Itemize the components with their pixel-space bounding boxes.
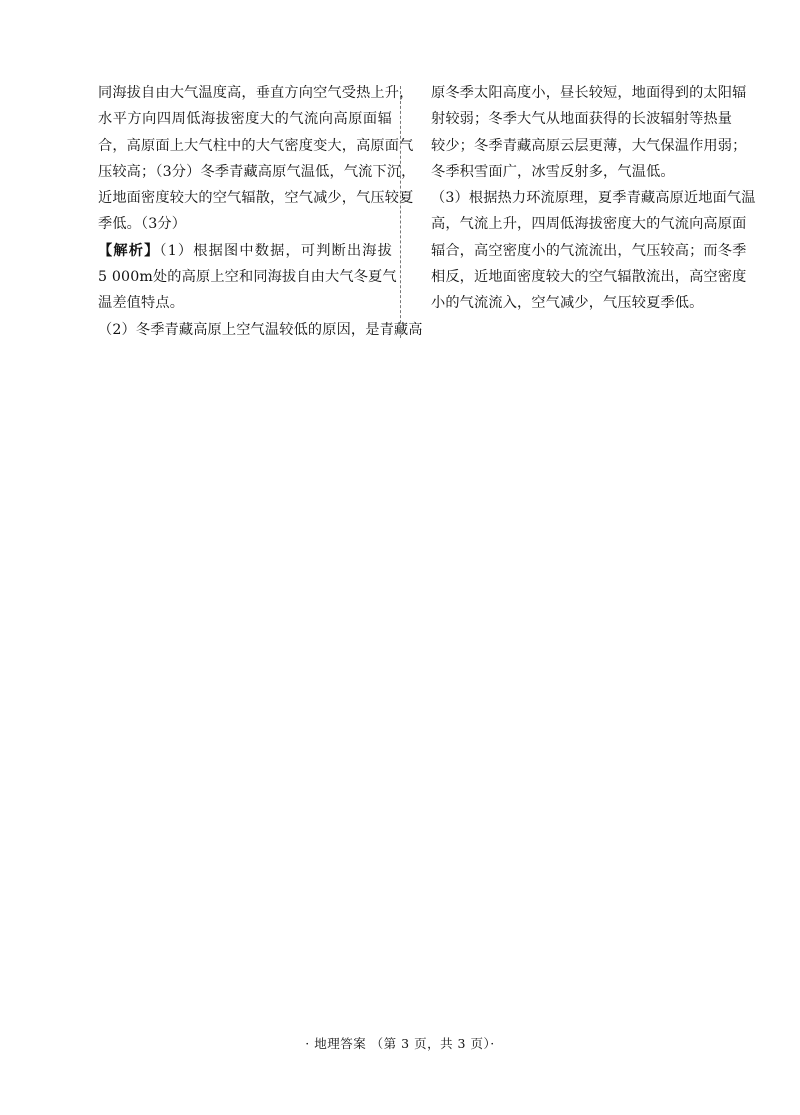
text-line: 相反，近地面密度较大的空气辐散流出，高空密度 xyxy=(431,269,747,286)
analysis-text: （1）根据图中数据，可判断出海拔 xyxy=(159,242,393,259)
text-line: （2）冬季青藏高原上空气温较低的原因，是青藏高 xyxy=(98,321,423,338)
text-line: 冬季积雪面广，冰雪反射多，气温低。 xyxy=(431,163,675,180)
text-line: 辐合，高空密度小的气流流出，气压较高；而冬季 xyxy=(431,242,747,259)
left-column xyxy=(98,80,423,343)
text-line: （3）根据热力环流原理，夏季青藏高原近地面气温 xyxy=(431,190,756,207)
text-line: 合，高原面上大气柱中的大气密度变大，高原面气 xyxy=(98,137,414,154)
text-line: 射较弱；冬季大气从地面获得的长波辐射等热量 xyxy=(431,111,733,128)
analysis-label: 【解析】 xyxy=(98,242,160,259)
right-column xyxy=(431,80,756,317)
analysis-line xyxy=(98,238,392,264)
page-footer: · 地理答案 （第 3 页，共 3 页）· xyxy=(305,1036,495,1051)
column-divider xyxy=(400,86,401,338)
text-line: 水平方向四周低海拔密度大的气流向高原面辐 xyxy=(98,111,392,128)
text-line: 近地面密度较大的空气辐散，空气减少，气压较夏 xyxy=(98,190,414,207)
text-line: 高，气流上升，四周低海拔密度大的气流向高原面 xyxy=(431,216,747,233)
text-line: 温差值特点。 xyxy=(98,295,185,312)
text-line: 季低。（3分） xyxy=(98,216,187,233)
text-line: 小的气流流入，空气减少，气压较夏季低。 xyxy=(431,295,704,312)
text-line: 原冬季太阳高度小，昼长较短，地面得到的太阳辐 xyxy=(431,85,747,101)
text-line: 同海拔自由大气温度高，垂直方向空气受热上升， xyxy=(98,85,414,101)
text-line: 较少；冬季青藏高原云层更薄，大气保温作用弱； xyxy=(431,137,747,154)
text-line: 压较高；（3分）冬季青藏高原气温低，气流下沉， xyxy=(98,163,416,180)
text-line: 5 000m处的高原上空和同海拔自由大气冬夏气 xyxy=(98,269,397,286)
